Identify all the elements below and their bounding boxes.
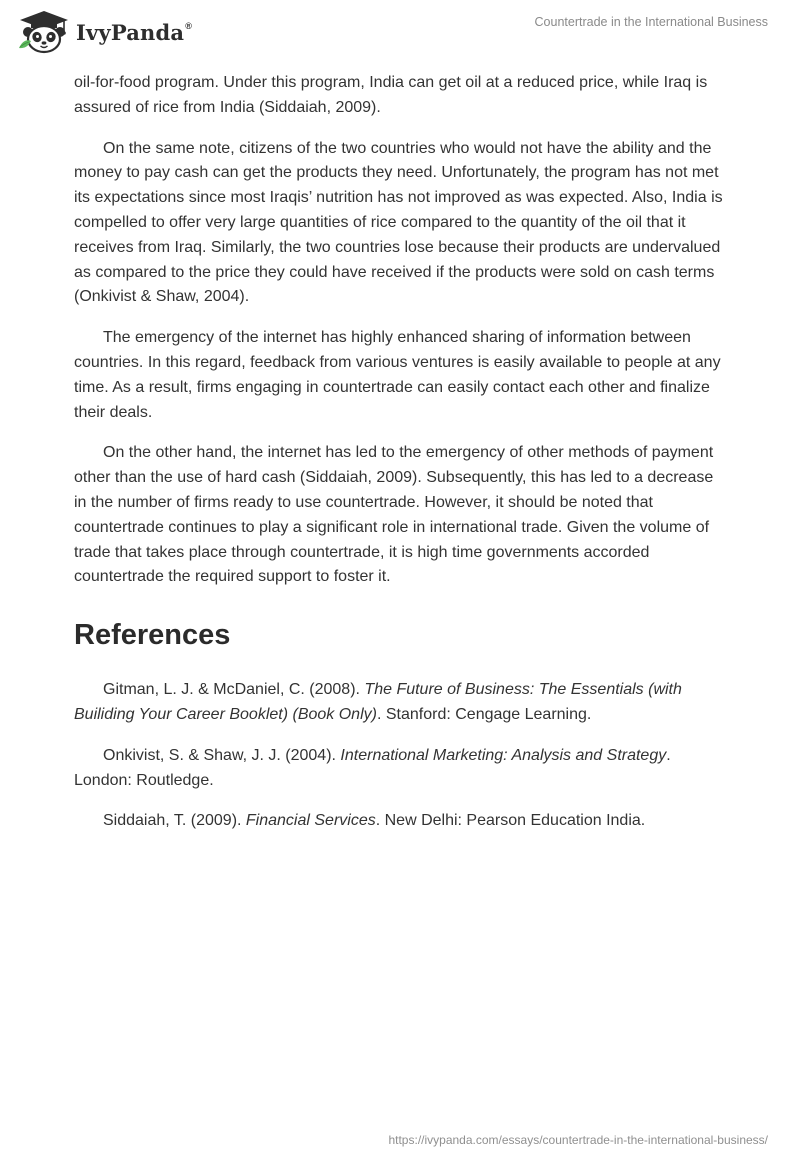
reference-publisher: . Stanford: Cengage Learning.: [376, 705, 592, 723]
reference-item: [74, 678, 728, 728]
essay-content: [74, 71, 728, 850]
registered-mark: ®: [185, 20, 193, 31]
paragraph: The emergency of the internet has highly enhanced sharing of information between countries. In this regard, feedback from various ventures is easily available to people at any time. As a result, firms engaging in countertrade can easily contact each other and finalize their deals.: [74, 329, 721, 421]
reference-title: Financial Services: [245, 812, 376, 830]
paragraph: On the other hand, the internet has led to the emergency of other methods of payment other than the use of hard cash (Siddaiah, 2009). Subsequently, this has led to a decrease in the number of firms ready to use countertrade. However, it should be noted that countertrade continues to play a significant role in international trade. Given the volume of trade that takes place through countertrade, it is high time governments accorded countertrade the required support to foster it.: [74, 444, 714, 586]
reference-title: International Marketing: Analysis and Strategy: [340, 746, 667, 764]
document-title: Countertrade in the International Business: [534, 15, 768, 29]
page-header: [0, 0, 800, 64]
reference-authors: Gitman, L. J. & McDaniel, C. (2008).: [103, 681, 365, 699]
reference-authors: Onkivist, S. & Shaw, J. J. (2004).: [103, 746, 341, 764]
paragraph: On the same note, citizens of the two countries who would not have the ability and the money to pay cash can get the products they need. Unfortunately, the program has not met its expectations since most Iraqis’ nutrition has not improved as was expected. Also, India is compelled to offer very large quantities of rice compared to the quantity of the oil that it receives from Iraq. Similarly, the two countries lose because their products are undervalued as compared to the price they could have received if the products were sold on cash terms (Onkivist & Shaw, 2004).: [74, 139, 723, 306]
references-heading: References: [74, 619, 231, 652]
reference-publisher: . New Delhi: Pearson Education India.: [375, 812, 646, 830]
reference-title: The Future of Business: The Essentials (with Builiding Your Career Booklet) (Book Only): [74, 681, 682, 723]
brand-name: IvyPanda®: [76, 19, 193, 45]
reference-item: [74, 744, 728, 794]
panda-graduate-icon: [16, 8, 72, 54]
ivypanda-logo[interactable]: [16, 8, 192, 54]
reference-item: [74, 809, 728, 834]
paragraph: oil-for-food program. Under this program, India can get oil at a reduced price, while Iraq is assured of rice from India (Siddaiah, 2009).: [74, 74, 708, 116]
reference-publisher: . London: Routledge.: [74, 746, 671, 789]
reference-authors: Siddaiah, T. (2009).: [103, 812, 246, 830]
source-url-link[interactable]: https://ivypanda.com/essays/countertrade-in-the-international-business/: [388, 1133, 768, 1147]
